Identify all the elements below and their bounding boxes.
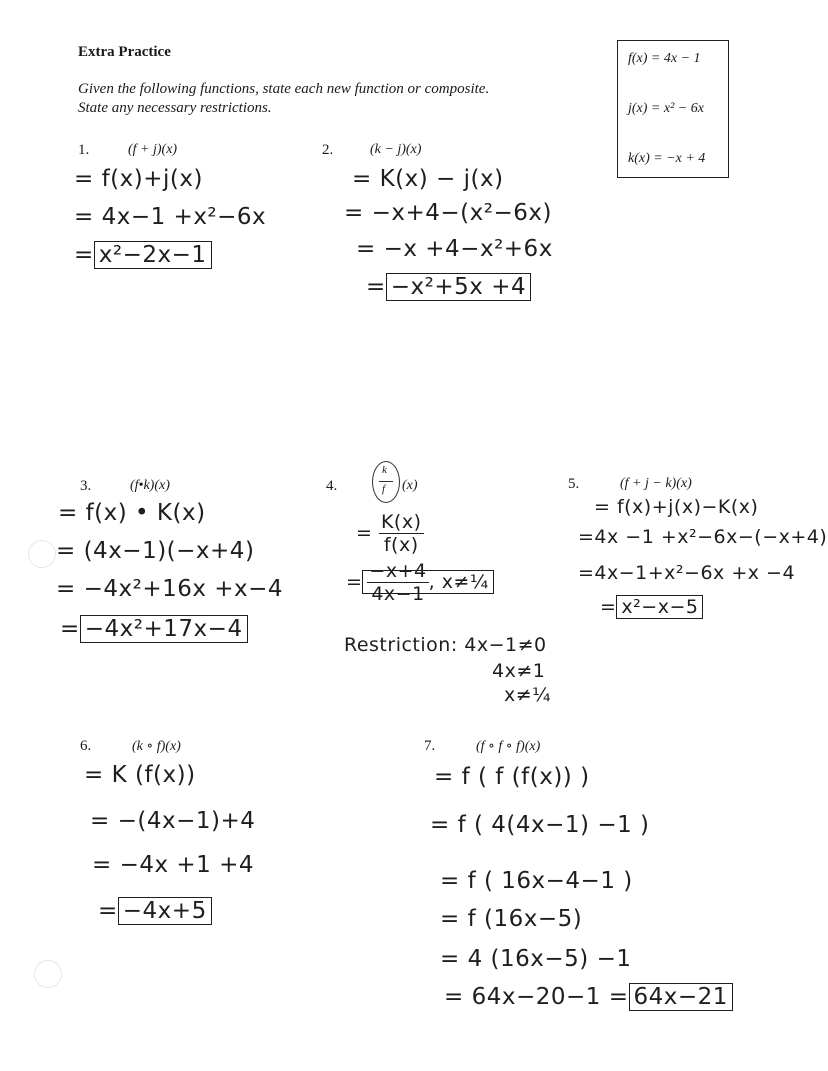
fraction-denominator: 4x−1 — [371, 583, 425, 605]
problem-5-equals: = — [600, 596, 617, 618]
problem-1-equals: = — [74, 242, 94, 268]
problem-2-line-3: = −x +4−x²+6x — [356, 236, 553, 262]
fraction-denominator: f(x) — [383, 534, 419, 556]
problem-3-answer: −4x²+17x−4 — [80, 615, 248, 643]
problem-6-number: 6. — [80, 738, 92, 754]
punch-hole-mark — [34, 960, 62, 988]
problem-4-answer-restriction: , x≠¼ — [428, 571, 489, 593]
problem-4-line-1 — [356, 511, 424, 556]
problem-2-answer: −x²+5x +4 — [386, 273, 531, 301]
equals-sign: = — [356, 522, 373, 544]
problem-1-answer: x²−2x−1 — [94, 241, 212, 269]
problem-3-expression: (f•k)(x) — [130, 478, 170, 493]
problem-1-line-1: = f(x)+j(x) — [74, 166, 203, 192]
problem-7-expression: (f ∘ f ∘ f)(x) — [476, 739, 541, 754]
problem-6-answer: −4x+5 — [118, 897, 212, 925]
problem-5-answer: x²−x−5 — [616, 595, 703, 619]
problem-7-number: 7. — [424, 738, 436, 754]
problem-4-restriction-label: Restriction: 4x−1≠0 — [344, 634, 547, 656]
problem-4-number: 4. — [326, 478, 338, 494]
problem-3-answer-line — [60, 616, 248, 642]
problem-6-line-1: = K (f(x)) — [84, 762, 196, 788]
problem-1-line-2: = 4x−1 +x²−6x — [74, 204, 267, 230]
problem-4-expression-rest: (x) — [402, 478, 418, 493]
problem-1-answer-line — [74, 242, 212, 268]
problem-7-answer-line — [444, 984, 733, 1010]
problem-5-number: 5. — [568, 476, 580, 492]
problem-1-number: 1. — [78, 142, 90, 158]
problem-2-answer-line — [366, 274, 531, 300]
problem-4-answer-fraction — [367, 560, 428, 605]
problem-5-line-3: =4x−1+x²−6x +x −4 — [578, 562, 796, 584]
problem-7-final-step: = 64x−20−1 = — [444, 984, 629, 1010]
fraction-bar — [379, 481, 393, 482]
problem-2-expression: (k − j)(x) — [370, 142, 422, 157]
problem-2-number: 2. — [322, 142, 334, 158]
problem-3-line-2: = (4x−1)(−x+4) — [56, 538, 255, 564]
problem-3-line-1: = f(x) • K(x) — [58, 500, 206, 526]
problem-6-line-3: = −4x +1 +4 — [92, 852, 255, 878]
problem-7-answer: 64x−21 — [629, 983, 733, 1011]
fraction-numerator: −x+4 — [369, 560, 427, 582]
problem-4-restriction-line-3: x≠¼ — [504, 684, 552, 706]
problem-4-expression-fraction — [372, 461, 400, 503]
fraction-numerator: K(x) — [380, 511, 422, 533]
problem-5-expression: (f + j − k)(x) — [620, 476, 692, 491]
instructions — [78, 80, 558, 118]
problem-4-expr-k: k — [382, 464, 387, 476]
problem-7-line-5: = 4 (16x−5) −1 — [440, 946, 632, 972]
problem-5-line-2: =4x −1 +x²−6x−(−x+4) — [578, 526, 828, 548]
problem-2-line-1: = K(x) − j(x) — [352, 166, 504, 192]
function-k: k(x) = −x + 4 — [628, 151, 706, 166]
problem-5-line-1: = f(x)+j(x)−K(x) — [594, 496, 759, 518]
problem-3-number: 3. — [80, 478, 92, 494]
equals-sign: = — [346, 571, 363, 593]
function-j: j(x) = x² − 6x — [628, 101, 704, 116]
function-f: f(x) = 4x − 1 — [628, 51, 701, 66]
instructions-line-2: State any necessary restrictions. — [78, 100, 272, 116]
problem-6-line-2: = −(4x−1)+4 — [90, 808, 256, 834]
problem-4-answer — [362, 560, 493, 605]
problem-7-line-4: = f (16x−5) — [440, 906, 583, 932]
problem-3-line-3: = −4x²+16x +x−4 — [56, 576, 284, 602]
problem-6-answer-line — [98, 898, 212, 924]
problem-6-expression: (k ∘ f)(x) — [132, 739, 181, 754]
problem-7-line-1: = f ( f (f(x)) ) — [434, 764, 590, 790]
problem-2-line-2: = −x+4−(x²−6x) — [344, 200, 552, 226]
punch-hole-mark — [28, 540, 56, 568]
problem-4-fraction-1 — [379, 511, 424, 556]
instructions-line-1: Given the following functions, state each new function or composite. — [78, 81, 490, 97]
problem-3-equals: = — [60, 616, 80, 642]
functions-box — [617, 40, 729, 178]
page-title: Extra Practice — [78, 44, 171, 60]
problem-7-line-3: = f ( 16x−4−1 ) — [440, 868, 633, 894]
problem-4-answer-line — [346, 560, 494, 605]
problem-1-expression: (f + j)(x) — [128, 142, 178, 157]
problem-2-equals: = — [366, 274, 386, 300]
problem-4-restriction-line-2: 4x≠1 — [492, 660, 546, 682]
problem-5-answer-line — [600, 596, 703, 618]
problem-4-expr-f: f — [382, 483, 386, 495]
problem-7-line-2: = f ( 4(4x−1) −1 ) — [430, 812, 650, 838]
problem-6-equals: = — [98, 898, 118, 924]
